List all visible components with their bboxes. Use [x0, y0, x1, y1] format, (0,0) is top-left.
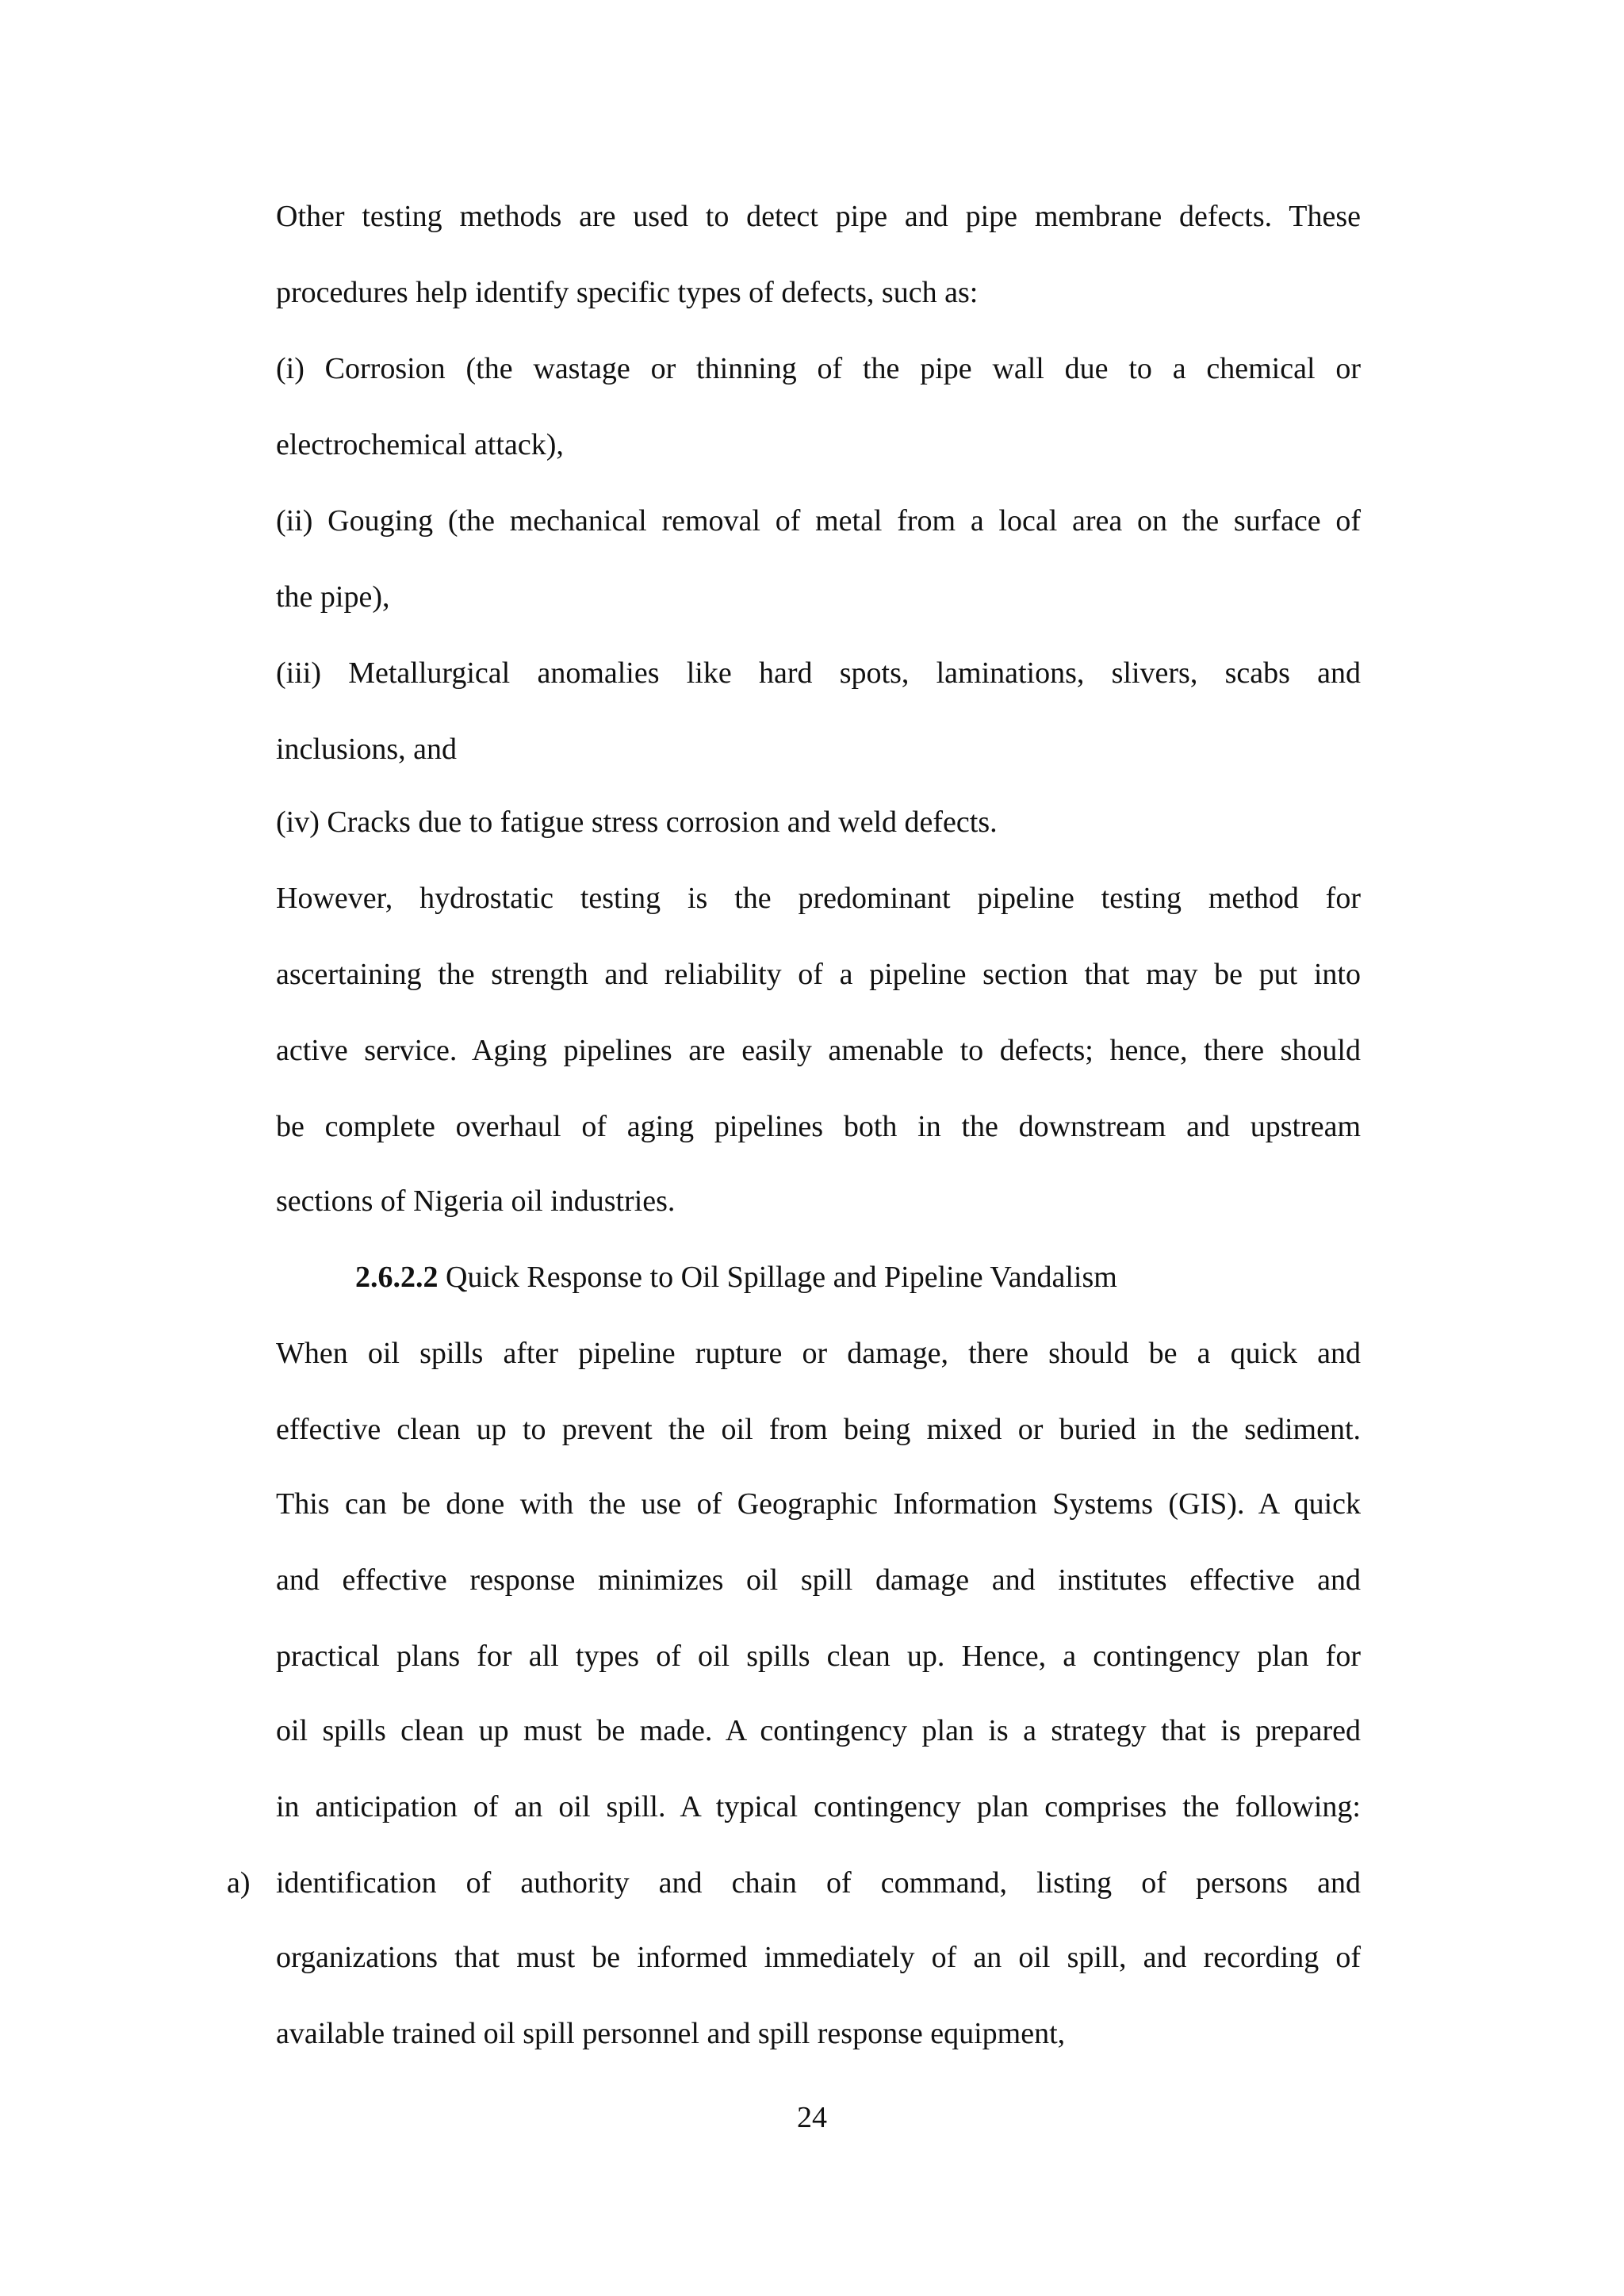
defect-item-iii-cont: inclusions, and [276, 733, 457, 766]
section-heading [355, 1257, 1117, 1297]
paragraph-line: oil spills clean up must be made. A contingency plan is a strategy that is prepared [276, 1714, 1361, 1747]
list-item-line: identification of authority and chain of command, listing of persons and [276, 1866, 1361, 1900]
paragraph-line: practical plans for all types of oil spills clean up. Hence, a contingency plan for [276, 1640, 1361, 1673]
list-marker: a) [227, 1866, 251, 1900]
paragraph-line: This can be done with the use of Geographic Information Systems (GIS). A quick [276, 1487, 1361, 1521]
list-item-line: organizations that must be informed immediately of an oil spill, and recording of [276, 1941, 1361, 1974]
defect-item-i-cont: electrochemical attack), [276, 428, 564, 461]
defect-item-iv: (iv) Cracks due to fatigue stress corrosion and weld defects. [276, 806, 998, 839]
section-title: Quick Response to Oil Spillage and Pipeline Vandalism [446, 1261, 1117, 1294]
paragraph-line: However, hydrostatic testing is the predominant pipeline testing method for [276, 882, 1361, 915]
list-item-line: available trained oil spill personnel and spill response equipment, [276, 2017, 1066, 2050]
section-number: 2.6.2.2 [355, 1261, 439, 1294]
paragraph-line: and effective response minimizes oil spill damage and institutes effective and [276, 1563, 1361, 1597]
page-number: 24 [797, 2101, 827, 2134]
paragraph-line: be complete overhaul of aging pipelines both in the downstream and upstream [276, 1110, 1361, 1143]
paragraph-line: When oil spills after pipeline rupture or damage, there should be a quick and [276, 1337, 1361, 1370]
paragraph-line: sections of Nigeria oil industries. [276, 1184, 676, 1218]
defect-item-i: (i) Corrosion (the wastage or thinning of the pipe wall due to a chemical or [276, 352, 1361, 385]
defect-item-ii-cont: the pipe), [276, 580, 390, 614]
paragraph-line: Other testing methods are used to detect pipe and pipe membrane defects. These [276, 200, 1361, 233]
defect-item-ii: (ii) Gouging (the mechanical removal of metal from a local area on the surface of [276, 504, 1361, 538]
defect-item-iii: (iii) Metallurgical anomalies like hard spots, laminations, slivers, scabs and [276, 656, 1361, 690]
paragraph-line: active service. Aging pipelines are easily amenable to defects; hence, there should [276, 1034, 1361, 1067]
paragraph-line: procedures help identify specific types of defects, such as: [276, 276, 979, 309]
paragraph-line: in anticipation of an oil spill. A typical contingency plan comprises the following: [276, 1790, 1361, 1823]
paragraph-line: ascertaining the strength and reliability of a pipeline section that may be put into [276, 958, 1361, 991]
paragraph-line: effective clean up to prevent the oil from being mixed or buried in the sediment. [276, 1413, 1361, 1446]
